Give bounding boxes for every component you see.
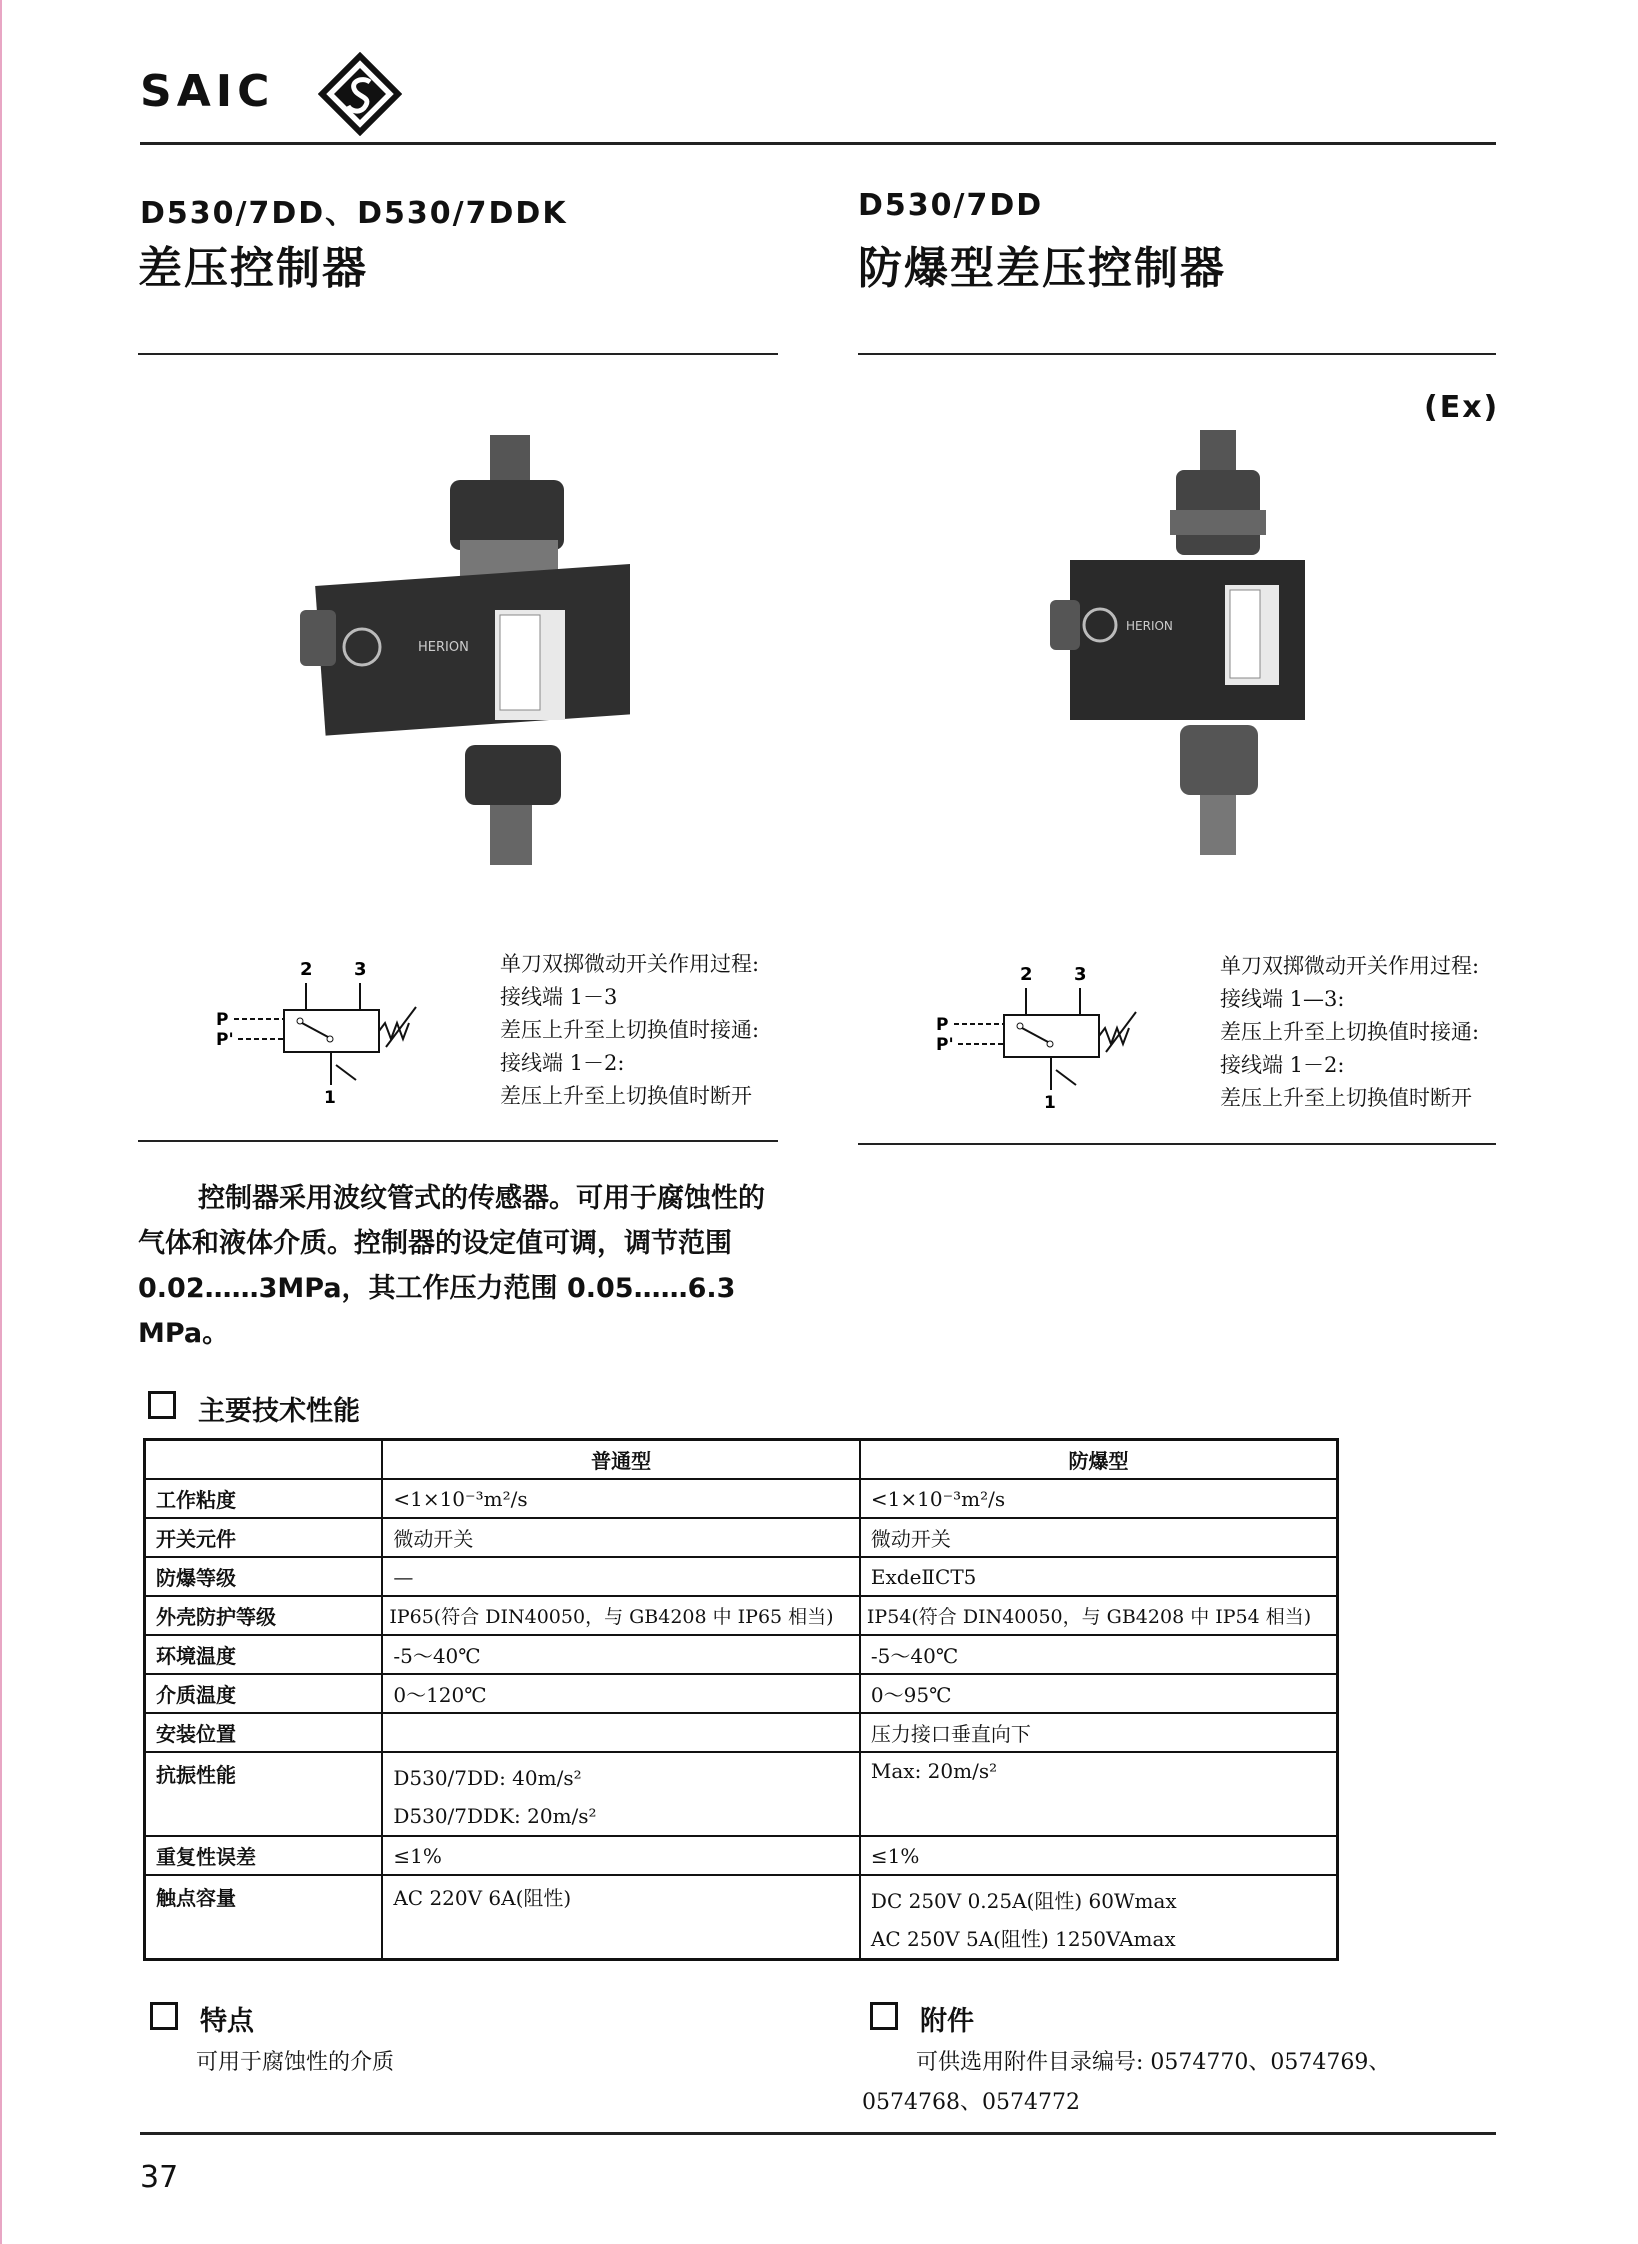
right-terminal-2: 2 bbox=[1020, 964, 1033, 985]
table-row bbox=[145, 1836, 1338, 1875]
row-ex: 微动开关 bbox=[860, 1518, 1338, 1557]
left-title: 差压控制器 bbox=[138, 243, 368, 294]
accessories-checkbox bbox=[870, 2002, 898, 2030]
row-normal: IP65(符合 DIN40050，与 GB4208 中 IP65 相当) bbox=[382, 1596, 860, 1635]
table-row bbox=[145, 1635, 1338, 1674]
row-ex bbox=[860, 1875, 1338, 1960]
left-desc-line: 差压上升至上切换值时断开 bbox=[500, 1084, 752, 1108]
row-normal: — bbox=[382, 1557, 860, 1596]
row-ex: -5～40℃ bbox=[860, 1635, 1338, 1674]
header-empty-cell bbox=[145, 1440, 383, 1480]
right-switch-description bbox=[1220, 950, 1479, 1115]
accessories-line-1: 可供选用附件目录编号: 0574770、0574769、 bbox=[916, 2050, 1391, 2075]
table-row-vibration bbox=[145, 1752, 1338, 1836]
row-normal: -5～40℃ bbox=[382, 1635, 860, 1674]
row-label: 环境温度 bbox=[145, 1635, 383, 1674]
left-desc-line: 差压上升至上切换值时接通: bbox=[500, 1018, 760, 1042]
right-device-brand: HERION bbox=[1126, 619, 1173, 633]
saic-logo-text: SAIC bbox=[140, 66, 275, 117]
right-terminal-3: 3 bbox=[1074, 964, 1087, 985]
table-header-row bbox=[145, 1440, 1338, 1480]
left-title-rule bbox=[138, 353, 778, 355]
row-label: 重复性误差 bbox=[145, 1836, 383, 1875]
left-model: D530/7DD、D530/7DDK bbox=[140, 196, 568, 231]
row-normal bbox=[382, 1752, 860, 1836]
row-ex: IP54(符合 DIN40050，与 GB4208 中 IP54 相当) bbox=[860, 1596, 1338, 1635]
row-normal bbox=[382, 1713, 860, 1752]
right-switch-diagram bbox=[936, 960, 1146, 1110]
table-row-contact bbox=[145, 1875, 1338, 1960]
row-normal: AC 220V 6A(阻性) bbox=[382, 1875, 860, 1960]
left-desc-line: 单刀双掷微动开关作用过程: bbox=[500, 952, 760, 976]
page-number: 37 bbox=[140, 2160, 179, 2195]
row-ex: ExdeⅡCT5 bbox=[860, 1557, 1338, 1596]
row-label: 触点容量 bbox=[145, 1875, 383, 1960]
accessories-title: 附件 bbox=[920, 2006, 974, 2037]
row-label: 开关元件 bbox=[145, 1518, 383, 1557]
vibration-normal-line: D530/7DDK: 20m/s² bbox=[393, 1804, 597, 1828]
right-terminal-1: 1 bbox=[1044, 1093, 1056, 1110]
right-title-rule bbox=[858, 353, 1496, 355]
left-switch-diagram bbox=[216, 955, 426, 1105]
right-model: D530/7DD bbox=[858, 188, 1044, 223]
left-port-p2: P' bbox=[216, 1030, 234, 1050]
row-ex: <1×10⁻³m²/s bbox=[860, 1479, 1338, 1518]
right-diagram-rule bbox=[858, 1143, 1496, 1145]
features-text: 可用于腐蚀性的介质 bbox=[196, 2050, 395, 2075]
header-rule bbox=[140, 142, 1496, 145]
right-desc-line: 差压上升至上切换值时接通: bbox=[1220, 1020, 1480, 1044]
row-label: 抗振性能 bbox=[145, 1752, 383, 1836]
table-row bbox=[145, 1596, 1338, 1635]
row-normal: 0～120℃ bbox=[382, 1674, 860, 1713]
left-desc-line: 接线端 1－3 bbox=[500, 985, 618, 1009]
ex-mark: (Ex) bbox=[1424, 390, 1500, 425]
row-ex: Max: 20m/s² bbox=[860, 1752, 1338, 1836]
row-normal: <1×10⁻³m²/s bbox=[382, 1479, 860, 1518]
right-device-photo bbox=[1050, 430, 1305, 860]
row-ex: 压力接口垂直向下 bbox=[860, 1713, 1338, 1752]
contact-ex-line: DC 250V 0.25A(阻性) 60Wmax bbox=[870, 1889, 1177, 1913]
right-title: 防爆型差压控制器 bbox=[858, 243, 1226, 294]
contact-ex-line: AC 250V 5A(阻性) 1250VAmax bbox=[870, 1927, 1176, 1951]
table-row bbox=[145, 1518, 1338, 1557]
row-ex: ≤1% bbox=[860, 1836, 1338, 1875]
features-checkbox bbox=[150, 2002, 178, 2030]
left-desc-line: 接线端 1－2: bbox=[500, 1051, 625, 1075]
row-label: 安装位置 bbox=[145, 1713, 383, 1752]
row-label: 防爆等级 bbox=[145, 1557, 383, 1596]
left-terminal-1: 1 bbox=[324, 1088, 336, 1105]
left-terminal-3: 3 bbox=[354, 959, 367, 980]
right-desc-line: 接线端 1－2: bbox=[1220, 1053, 1345, 1077]
features-title: 特点 bbox=[200, 2006, 254, 2037]
spec-table bbox=[143, 1438, 1339, 1961]
row-label: 工作粘度 bbox=[145, 1479, 383, 1518]
right-desc-line: 接线端 1—3: bbox=[1220, 987, 1345, 1011]
right-desc-line: 单刀双掷微动开关作用过程: bbox=[1220, 954, 1480, 978]
spec-section-title: 主要技术性能 bbox=[198, 1396, 360, 1427]
row-label: 介质温度 bbox=[145, 1674, 383, 1713]
page-edge-mark bbox=[0, 0, 2, 2244]
vibration-normal-line: D530/7DD: 40m/s² bbox=[393, 1766, 582, 1790]
right-port-p2: P' bbox=[936, 1035, 954, 1055]
left-device-photo bbox=[300, 425, 630, 885]
footer-rule bbox=[140, 2132, 1496, 2135]
table-row bbox=[145, 1674, 1338, 1713]
row-normal: 微动开关 bbox=[382, 1518, 860, 1557]
row-normal: ≤1% bbox=[382, 1836, 860, 1875]
right-port-p: P bbox=[936, 1015, 949, 1035]
intro-paragraph: 控制器采用波纹管式的传感器。可用于腐蚀性的气体和液体介质。控制器的设定值可调，调节范围 0.02……3MPa，其工作压力范围 0.05……6.3 MPa。 bbox=[138, 1183, 765, 1349]
header-normal: 普通型 bbox=[382, 1440, 860, 1480]
table-row bbox=[145, 1557, 1338, 1596]
accessories-line-2: 0574768、0574772 bbox=[862, 2090, 1080, 2115]
left-terminal-2: 2 bbox=[300, 959, 313, 980]
left-port-p: P bbox=[216, 1010, 229, 1030]
header-ex: 防爆型 bbox=[860, 1440, 1338, 1480]
spec-section-checkbox bbox=[148, 1391, 176, 1419]
table-row bbox=[145, 1713, 1338, 1752]
left-diagram-rule bbox=[138, 1140, 778, 1142]
left-device-brand: HERION bbox=[418, 640, 469, 655]
saic-logo-icon bbox=[318, 52, 402, 136]
right-desc-line: 差压上升至上切换值时断开 bbox=[1220, 1086, 1472, 1110]
row-label: 外壳防护等级 bbox=[145, 1596, 383, 1635]
table-row bbox=[145, 1479, 1338, 1518]
left-switch-description bbox=[500, 948, 759, 1113]
row-ex: 0～95℃ bbox=[860, 1674, 1338, 1713]
